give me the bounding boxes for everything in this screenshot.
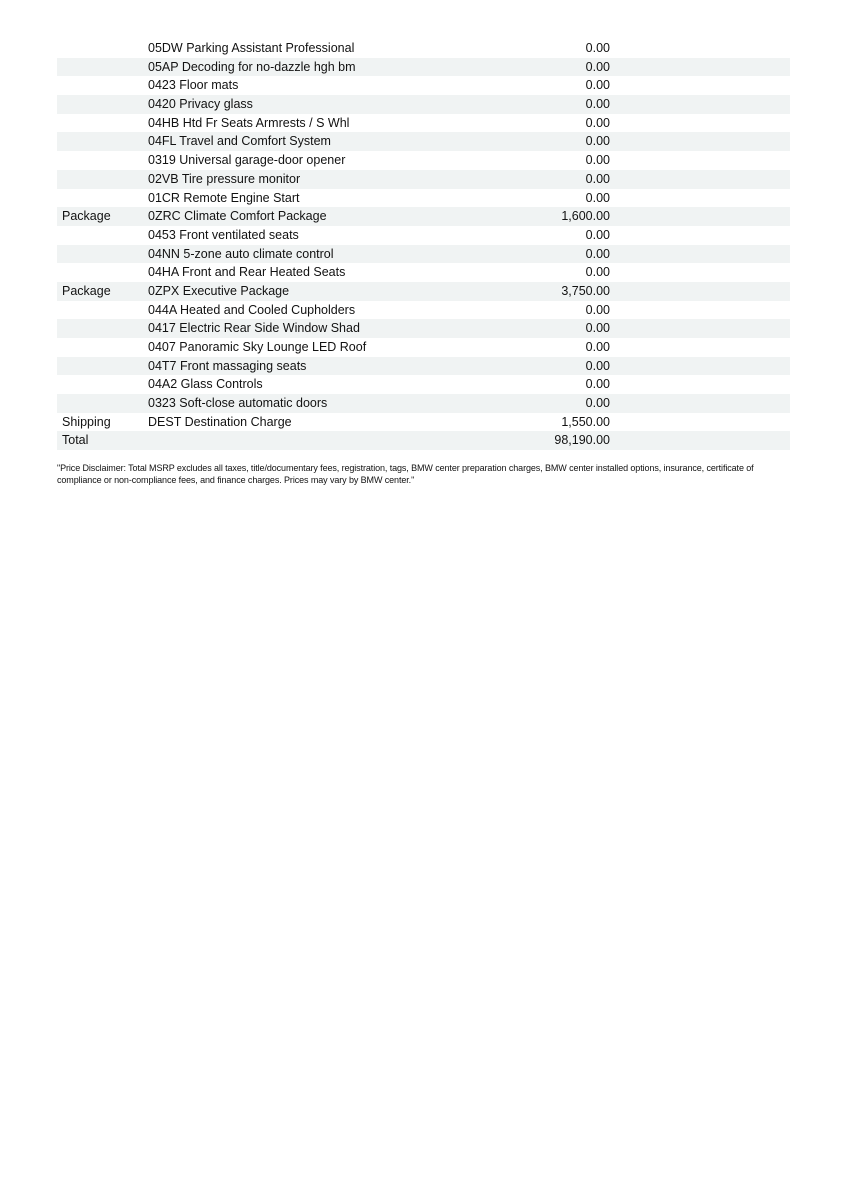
table-row xyxy=(57,58,790,77)
row-description: 0453 Front ventilated seats xyxy=(148,227,299,242)
price-disclaimer xyxy=(57,463,797,486)
disclaimer-line: compliance or non-compliance fees, and finance charges. Prices may vary by BMW center." xyxy=(57,474,415,485)
row-description: 02VB Tire pressure monitor xyxy=(148,171,301,186)
table-row xyxy=(57,95,790,114)
table-row xyxy=(57,39,790,58)
disclaimer-line: "Price Disclaimer: Total MSRP excludes all taxes, title/documentary fees, registration, tags, BMW center preparation charges, BMW center installed options, insurance, certificate of xyxy=(57,463,754,473)
row-description: 05DW Parking Assistant Professional xyxy=(148,41,355,55)
row-description: 044A Heated and Cooled Cupholders xyxy=(148,302,356,317)
row-description: 0420 Privacy glass xyxy=(148,97,253,112)
row-description: 0ZRC Climate Comfort Package xyxy=(148,209,327,224)
row-description: 04HB Htd Fr Seats Armrests / S Whl xyxy=(148,115,350,130)
row-description: 04HA Front and Rear Heated Seats xyxy=(148,265,346,280)
row-price: 0.00 xyxy=(585,153,610,168)
row-price: 0.00 xyxy=(585,97,610,112)
row-price: 0.00 xyxy=(585,340,610,354)
table-row xyxy=(57,114,790,133)
row-type: Total xyxy=(62,433,89,448)
table-row xyxy=(57,226,790,245)
table-row xyxy=(57,319,790,338)
row-price: 0.00 xyxy=(585,134,610,149)
table-row xyxy=(57,357,790,376)
row-price: 0.00 xyxy=(585,302,610,317)
row-price: 0.00 xyxy=(585,59,610,74)
row-type: Package xyxy=(62,283,111,298)
row-description: 04FL Travel and Comfort System xyxy=(148,134,331,149)
row-price: 0.00 xyxy=(585,190,610,205)
row-price: 3,750.00 xyxy=(561,283,610,298)
row-description: DEST Destination Charge xyxy=(148,414,292,429)
row-description: 04T7 Front massaging seats xyxy=(148,358,307,373)
table-row xyxy=(57,207,790,226)
row-type: Package xyxy=(62,209,111,224)
row-price: 0.00 xyxy=(585,358,610,373)
row-description: 04NN 5-zone auto climate control xyxy=(148,246,334,261)
table-row xyxy=(57,394,790,413)
row-price: 0.00 xyxy=(585,78,610,93)
table-row xyxy=(57,151,790,170)
row-description: 0417 Electric Rear Side Window Shad xyxy=(148,321,360,336)
table-row xyxy=(57,338,790,357)
table-row xyxy=(57,413,790,432)
row-price: 0.00 xyxy=(585,265,610,280)
row-description: 0323 Soft-close automatic doors xyxy=(148,396,328,411)
row-price: 0.00 xyxy=(585,41,610,55)
vehicle-options-table xyxy=(57,39,790,450)
row-price: 0.00 xyxy=(585,377,610,392)
row-description: 0ZPX Executive Package xyxy=(148,283,290,298)
table-row xyxy=(57,189,790,208)
row-description: 0319 Universal garage-door opener xyxy=(148,153,346,168)
row-price: 0.00 xyxy=(585,246,610,261)
row-price: 1,600.00 xyxy=(561,209,610,224)
row-price: 0.00 xyxy=(585,396,610,411)
row-price: 0.00 xyxy=(585,227,610,242)
table-row xyxy=(57,301,790,320)
table-row xyxy=(57,263,790,282)
table-row xyxy=(57,132,790,151)
row-type: Shipping xyxy=(62,414,111,429)
row-description: 05AP Decoding for no-dazzle hgh bm xyxy=(148,59,356,74)
row-price: 0.00 xyxy=(585,321,610,336)
row-description: 01CR Remote Engine Start xyxy=(148,190,300,205)
row-description: 0423 Floor mats xyxy=(148,78,239,93)
row-price: 0.00 xyxy=(585,115,610,130)
table-row xyxy=(57,282,790,301)
row-description: 04A2 Glass Controls xyxy=(148,377,263,392)
table-row xyxy=(57,245,790,264)
row-price: 0.00 xyxy=(585,171,610,186)
table-row xyxy=(57,431,790,450)
row-description: 0407 Panoramic Sky Lounge LED Roof xyxy=(148,340,367,354)
table-row xyxy=(57,375,790,394)
table-row xyxy=(57,170,790,189)
row-price: 1,550.00 xyxy=(561,414,610,429)
row-price: 98,190.00 xyxy=(554,433,610,448)
table-row xyxy=(57,76,790,95)
